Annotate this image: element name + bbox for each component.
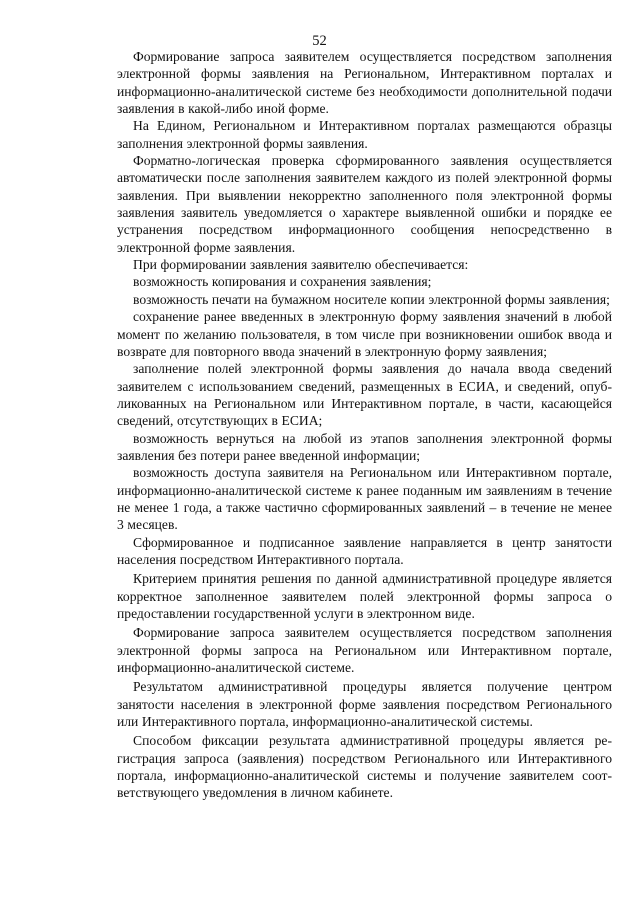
paragraph: Способом фиксации результата административной процедуры является регистрация запроса (заявления) посредством Регионального или Интерактивного портала, информационно-аналитической системы и получение заявителем соответствующего уведомления в личном кабинете. [117,733,612,801]
paragraph: Формирование запроса заявителем осуществляется посредством заполнения электронной формы запроса на Региональном или Интерактивном портале, информационно-аналитической системе. [117,625,612,676]
paragraph: Формирование запроса заявителем осуществляется посредством заполнения электронной формы заявления на Региональном, Интерактивном порталах и информационно-аналитической системе без необходимости дополнительной подачи заявления в какой-либо иной форме. [117,49,612,117]
paragraph: заполнение полей электронной формы заявления до начала ввода сведений заявителем с использованием сведений, размещенных в ЕСИА, и сведений, опубликованных на Региональном или Интерактивном портале, в части, касающейся сведений, отсутствующих в ЕСИА; [117,361,612,429]
paragraph: При формировании заявления заявителю обеспечивается: [133,257,469,273]
paragraph: Критерием принятия решения по данной административной процедуре является корректное заполненное заявителем полей электронной формы запроса о предоставлении государственной услуги в электронном виде. [117,571,612,621]
document-body [117,48,612,802]
paragraph: На Едином, Региональном и Интерактивном порталах размещаются образцы заполнения электронной формы заявления. [117,118,612,151]
paragraph: сохранение ранее введенных в электронную форму заявления значений в любой момент по желанию пользователя, в том числе при возникновении ошибок ввода и возврате для повторного ввода значений в электронную форму заявления; [117,309,612,359]
paragraph: Форматно-логическая проверка сформированного заявления осуществляется автоматически после заполнения заявителем каждого из полей электронной формы заявления. При выявлении некорректно заполненного поля электронной формы заявления заявитель уведомляется о характере выявленной ошибки и порядке ее устранения посредством информационного сообщения непосредственно в электронной форме заявления. [117,153,612,255]
paragraph: возможность копирования и сохранения заявления; [133,274,432,290]
paragraph: возможность печати на бумажном носителе копии электронной формы заявления; [133,291,610,307]
paragraph: возможность доступа заявителя на Региональном или Интерактивном портале, информационно-аналитической системе к ранее поданным им заявлениям в течение не менее 1 года, а также частично сформированных заявлений – в течение не менее 3 месяцев. [117,465,612,533]
paragraph: возможность вернуться на любой из этапов заполнения электронной формы заявления без потери ранее введенной информации; [117,430,612,463]
page-number: 52 [312,33,327,49]
paragraph: Сформированное и подписанное заявление направляется в центр занятости населения посредством Интерактивного портала. [117,534,612,567]
paragraph: Результатом административной процедуры является получение центром занятости населения в электронной форме заявления посредством Регионального или Интерактивного портала, информационно-аналитической системы. [117,679,612,730]
